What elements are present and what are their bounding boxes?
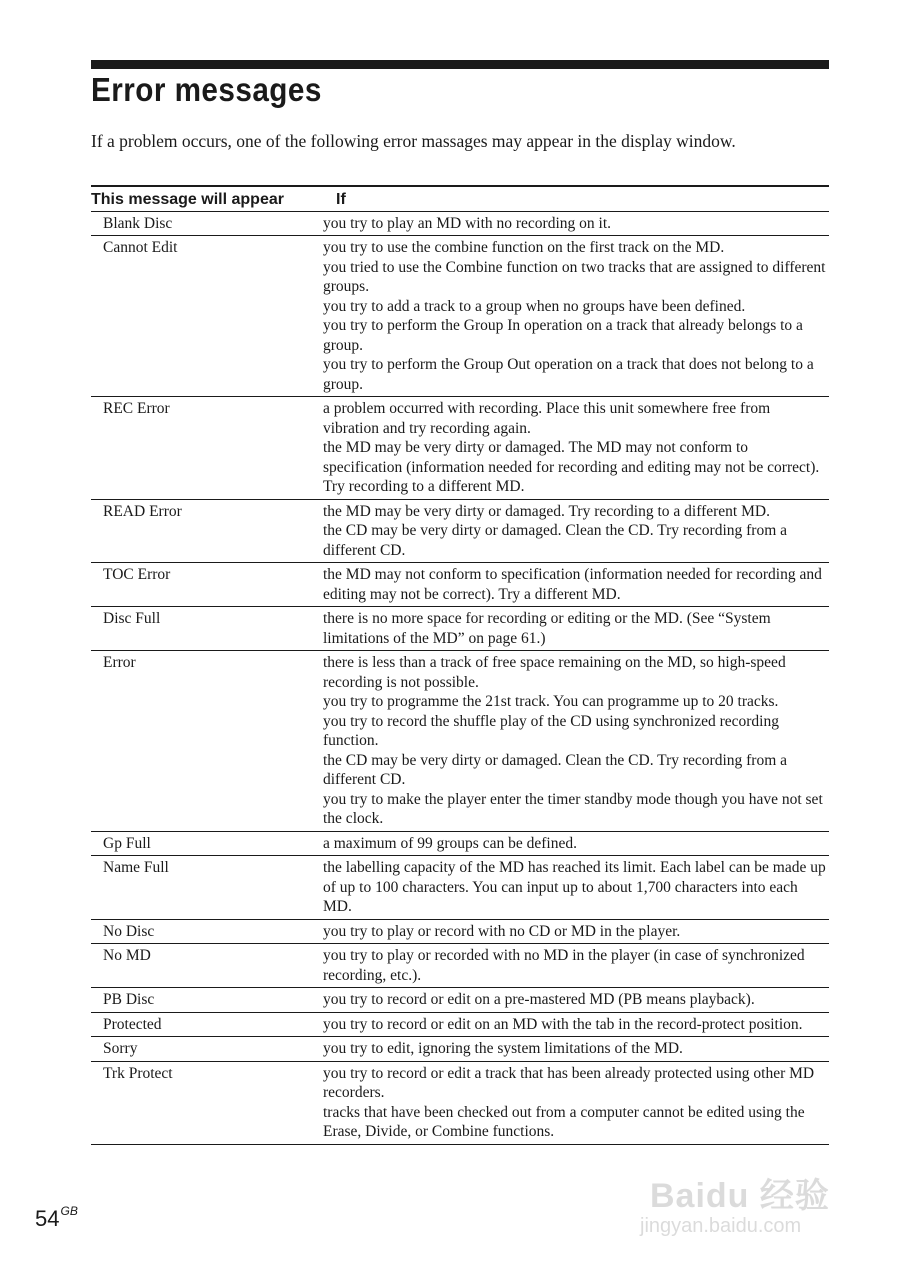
error-message-name: TOC Error [91,563,323,607]
error-cause-cell [323,651,829,832]
table-row [91,397,829,500]
error-cause: you tried to use the Combine function on two tracks that are assigned to different groups. [323,258,826,295]
table-row [91,1037,829,1062]
table-row [91,1012,829,1037]
error-message-name: Protected [91,1012,323,1037]
error-cause: you try to perform the Group Out operation on a track that does not belong to a group. [323,356,814,393]
error-cause-cell [323,919,829,944]
error-cause-cell [323,1061,829,1144]
error-cause: there is less than a track of free space remaining on the MD, so high-speed recording is not possible. [323,654,786,691]
error-cause: you try to edit, ignoring the system limitations of the MD. [323,1040,683,1057]
top-rule [91,60,829,69]
watermark-logo: Baidu 经验 [650,1177,830,1215]
table-row [91,499,829,563]
error-message-name: REC Error [91,397,323,500]
table-row [91,1061,829,1144]
error-cause-cell [323,831,829,856]
page-title: Error messages [91,71,322,108]
error-cause: the MD may be very dirty or damaged. Try recording to a different MD. [323,502,770,520]
table-row [91,988,829,1013]
error-cause: a maximum of 99 groups can be defined. [323,834,577,852]
error-cause: the MD may not conform to specification (information needed for recording and editing may not be correct). Try a different MD. [323,566,822,603]
table-row [91,944,829,988]
error-cause: you try to record or edit on an MD with the tab in the record-protect position. [323,1015,803,1033]
error-cause-cell [323,1037,829,1062]
error-cause-cell [323,856,829,920]
error-cause-cell [323,1012,829,1037]
error-cause: you try to play or recorded with no MD in the player (in case of synchronized recording, etc.). [323,947,805,984]
error-cause: you try to use the combine function on the first track on the MD. [323,239,725,256]
error-message-name: READ Error [91,499,323,563]
error-cause-cell [323,397,829,500]
error-cause: you try to add a track to a group when no groups have been defined. [323,297,746,315]
error-cause: tracks that have been checked out from a computer cannot be edited using the Erase, Divide, or Combine functions. [323,1103,805,1140]
error-message-name: Error [91,651,323,832]
error-cause: you try to record the shuffle play of the CD using synchronized recording function. [323,712,779,749]
error-cause-cell [323,607,829,651]
error-cause: the CD may be very dirty or damaged. Clean the CD. Try recording from a different CD. [323,751,788,788]
error-cause-cell [323,563,829,607]
watermark-url: jingyan.baidu.com [640,1215,802,1237]
error-cause: you try to make the player enter the timer standby mode though you have not set the clock. [323,790,823,827]
error-message-name: No MD [91,944,323,988]
error-cause-cell [323,988,829,1013]
table-row [91,563,829,607]
error-cause-cell [323,211,829,236]
error-message-name: Trk Protect [91,1061,323,1144]
error-message-name: PB Disc [91,988,323,1013]
error-cause: a problem occurred with recording. Place this unit somewhere free from vibration and try recording again. [323,400,771,437]
table-row [91,856,829,920]
baidu-watermark [640,1140,850,1240]
header-if: If [323,186,829,211]
error-message-name: Disc Full [91,607,323,651]
error-message-name: Blank Disc [91,211,323,236]
table-row [91,607,829,651]
error-message-name: Sorry [91,1037,323,1062]
page-number-suffix: GB [60,1204,78,1218]
error-messages-table [91,185,829,1145]
error-cause: you try to play an MD with no recording on it. [323,214,611,232]
error-cause: you try to programme the 21st track. You can programme up to 20 tracks. [323,693,779,710]
error-cause-cell [323,236,829,397]
table-body [91,211,829,1144]
error-cause-cell [323,499,829,563]
error-cause: the CD may be very dirty or damaged. Clean the CD. Try recording from a different CD. [323,522,788,559]
error-cause: you try to perform the Group In operation on a track that already belongs to a group. [323,317,803,354]
table-row [91,651,829,832]
table-row [91,236,829,397]
error-cause-cell [323,944,829,988]
header-message: This message will appear [91,186,323,211]
error-message-name: Gp Full [91,831,323,856]
table-row [91,211,829,236]
error-cause: the labelling capacity of the MD has reached its limit. Each label can be made up of up to 100 characters. You can input up to about 1,700 characters into each MD. [323,859,826,915]
error-message-name: No Disc [91,919,323,944]
error-cause: there is no more space for recording or editing or the MD. (See “System limitations of the MD” on page 61.) [323,610,771,647]
page-number-value: 54 [35,1206,60,1231]
intro-text: If a problem occurs, one of the following error massages may appear in the display window. [91,131,736,151]
page-number [35,1206,78,1232]
table-header-row [91,186,829,211]
error-message-name: Cannot Edit [91,236,323,397]
error-cause: you try to play or record with no CD or MD in the player. [323,922,681,940]
error-cause: you try to record or edit a track that has been already protected using other MD recorders. [323,1064,815,1101]
table-row [91,919,829,944]
error-message-name: Name Full [91,856,323,920]
error-cause: the MD may be very dirty or damaged. The MD may not conform to specification (information needed for recording and editing may not be correct). Try recording to a different MD. [323,439,820,495]
table-row [91,831,829,856]
error-cause: you try to record or edit on a pre-mastered MD (PB means playback). [323,991,755,1008]
